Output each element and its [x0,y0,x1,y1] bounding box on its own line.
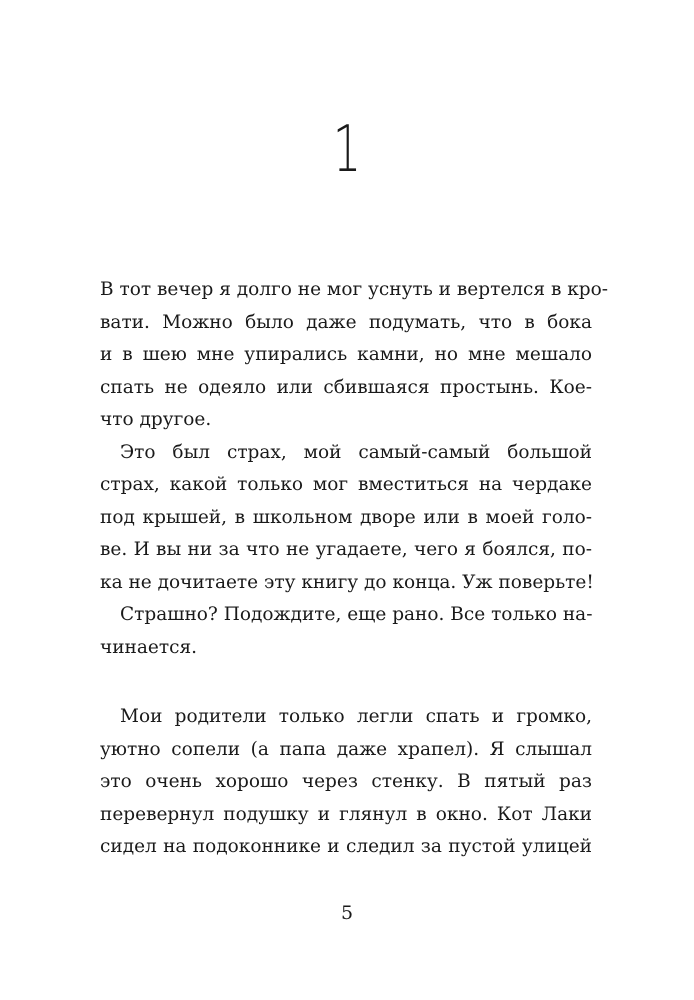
section-2 [100,701,592,864]
text-line: и в шею мне упирались камни, но мне мешало [100,344,592,365]
text-line: чинается. [100,636,198,658]
text-line: ка не дочитаете эту книгу до конца. Уж поверьте! [100,571,594,593]
chapter-number: 1 [332,113,362,187]
text-line: ве. И вы ни за что не угадаете, чего я боялся, по- [100,539,592,560]
text-line: уютно сопели (а папа даже храпел). Я слышал [100,738,592,760]
text-line: перевернул подушку и глянул в окно. Кот Лаки [100,803,592,825]
text-line: Это был страх, мой самый-самый большой [120,441,592,463]
text-line: В тот вечер я долго не мог уснуть и вертелся в кро- [100,279,609,300]
text-line: Мои родители только легли спать и громко, [120,706,592,727]
paragraph [100,437,592,600]
text-line: сидел на подоконнике и следил за пустой улицей [100,836,592,857]
section-1 [100,274,609,664]
text-line: спать не одеяло или сбившаяся простынь. Кое- [100,376,592,398]
text-line: страх, какой только мог вместиться на чердаке [100,474,592,495]
text-line: это очень хорошо через стенку. В пятый раз [100,771,592,792]
page-number: 5 [340,902,354,924]
text-line: что другое. [100,409,212,430]
text-line: под крышей, в школьном дворе или в моей голо- [100,506,592,528]
paragraph [100,274,609,437]
paragraph [100,701,592,864]
paragraph [100,599,592,664]
text-line: вати. Можно было даже подумать, что в бока [100,311,592,333]
text-line: Страшно? Подождите, еще рано. Все только на- [120,604,593,625]
